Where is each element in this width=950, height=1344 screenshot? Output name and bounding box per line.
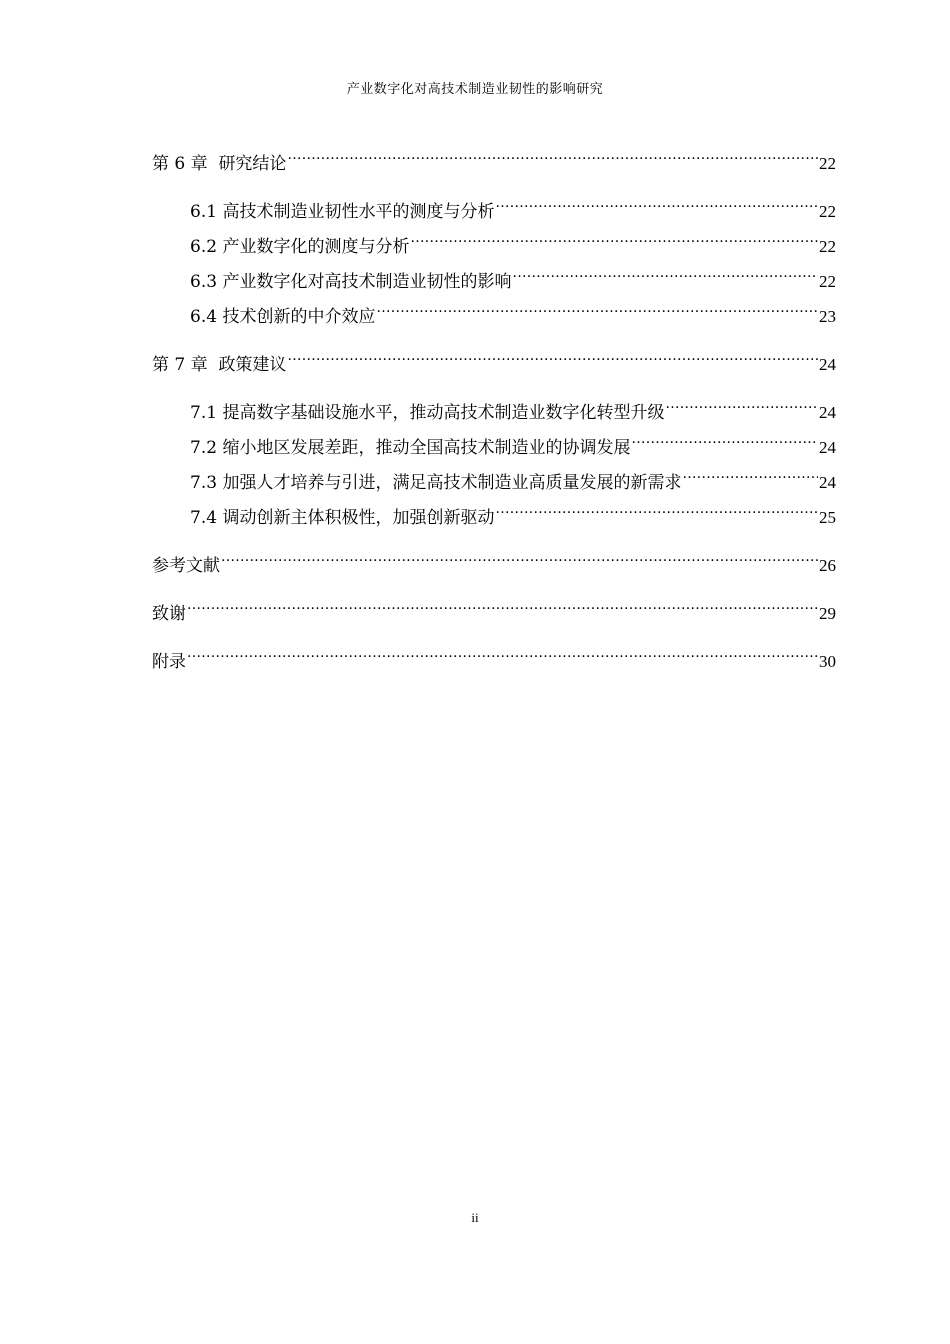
toc-entry-6-2[interactable] — [152, 228, 836, 257]
toc-entry-chapter-7[interactable] — [152, 346, 836, 375]
toc-entry-number: 6.1 — [190, 202, 218, 222]
toc-entry-title: 提高数字基础设施水平，推动高技术制造业数字化转型升级 — [222, 403, 665, 423]
toc-entry-number: 7.2 — [190, 438, 218, 458]
page-number: ii — [471, 1210, 479, 1225]
toc-entry-appendix[interactable] — [152, 643, 836, 672]
toc-entry-page: 24 — [819, 473, 836, 492]
toc-leader-dots — [512, 263, 818, 287]
toc-entry-page: 30 — [819, 652, 836, 671]
toc-entry-7-2[interactable] — [152, 429, 836, 458]
toc-entry-page: 25 — [819, 508, 836, 527]
toc-entry-title: 缩小地区发展差距，推动全国高技术制造业的协调发展 — [222, 438, 631, 458]
toc-leader-dots — [187, 595, 818, 619]
toc-leader-dots — [221, 547, 818, 571]
toc-entry-title: 政策建议 — [218, 355, 287, 375]
toc-entry-page: 22 — [819, 154, 836, 173]
toc-entry-page: 26 — [819, 556, 836, 575]
toc-leader-dots — [495, 193, 818, 217]
toc-entry-title: 调动创新主体积极性，加强创新驱动 — [222, 508, 495, 528]
toc-entry-chapter-6[interactable] — [152, 145, 836, 174]
toc-leader-dots — [495, 499, 818, 523]
toc-entry-6-1[interactable] — [152, 193, 836, 222]
toc-entry-7-4[interactable] — [152, 499, 836, 528]
toc-leader-dots — [287, 145, 818, 169]
running-header: 产业数字化对高技术制造业韧性的影响研究 — [346, 82, 604, 97]
toc-entry-6-3[interactable] — [152, 263, 836, 292]
toc-entry-references[interactable] — [152, 547, 836, 576]
toc-entry-title: 附录 — [152, 652, 186, 672]
toc-entry-number: 7.1 — [190, 403, 218, 423]
toc-entry-title: 加强人才培养与引进，满足高技术制造业高质量发展的新需求 — [222, 473, 682, 493]
toc-entry-page: 24 — [819, 403, 836, 422]
toc-entry-7-3[interactable] — [152, 464, 836, 493]
toc-entry-title: 致谢 — [152, 604, 186, 624]
toc-entry-6-4[interactable] — [152, 298, 836, 327]
toc-entry-number: 第 6 章 — [152, 154, 208, 174]
toc-leader-dots — [410, 228, 818, 252]
toc-entry-number: 6.2 — [190, 237, 218, 257]
toc-leader-dots — [665, 394, 818, 418]
toc-entry-number: 7.4 — [190, 508, 218, 528]
toc-entry-number: 6.3 — [190, 272, 218, 292]
toc-entry-page: 22 — [819, 202, 836, 221]
toc-leader-dots — [682, 464, 818, 488]
toc-entry-title: 技术创新的中介效应 — [222, 307, 376, 327]
toc-entry-title: 高技术制造业韧性水平的测度与分析 — [222, 202, 495, 222]
table-of-contents — [152, 145, 836, 672]
toc-entry-title: 产业数字化的测度与分析 — [222, 237, 410, 257]
toc-entry-acknowledgements[interactable] — [152, 595, 836, 624]
toc-entry-7-1[interactable] — [152, 394, 836, 423]
toc-leader-dots — [376, 298, 818, 322]
toc-entry-page: 22 — [819, 272, 836, 291]
toc-entry-page: 24 — [819, 355, 836, 374]
toc-entry-page: 24 — [819, 438, 836, 457]
toc-entry-number: 第 7 章 — [152, 355, 208, 375]
toc-entry-title: 参考文献 — [152, 556, 220, 576]
toc-entry-number: 7.3 — [190, 473, 218, 493]
toc-entry-page: 29 — [819, 604, 836, 623]
toc-entry-number: 6.4 — [190, 307, 218, 327]
toc-entry-title: 研究结论 — [218, 154, 287, 174]
toc-entry-page: 23 — [819, 307, 836, 326]
toc-entry-title: 产业数字化对高技术制造业韧性的影响 — [222, 272, 512, 292]
toc-leader-dots — [287, 346, 818, 370]
toc-leader-dots — [631, 429, 818, 453]
toc-entry-page: 22 — [819, 237, 836, 256]
toc-leader-dots — [187, 643, 818, 667]
